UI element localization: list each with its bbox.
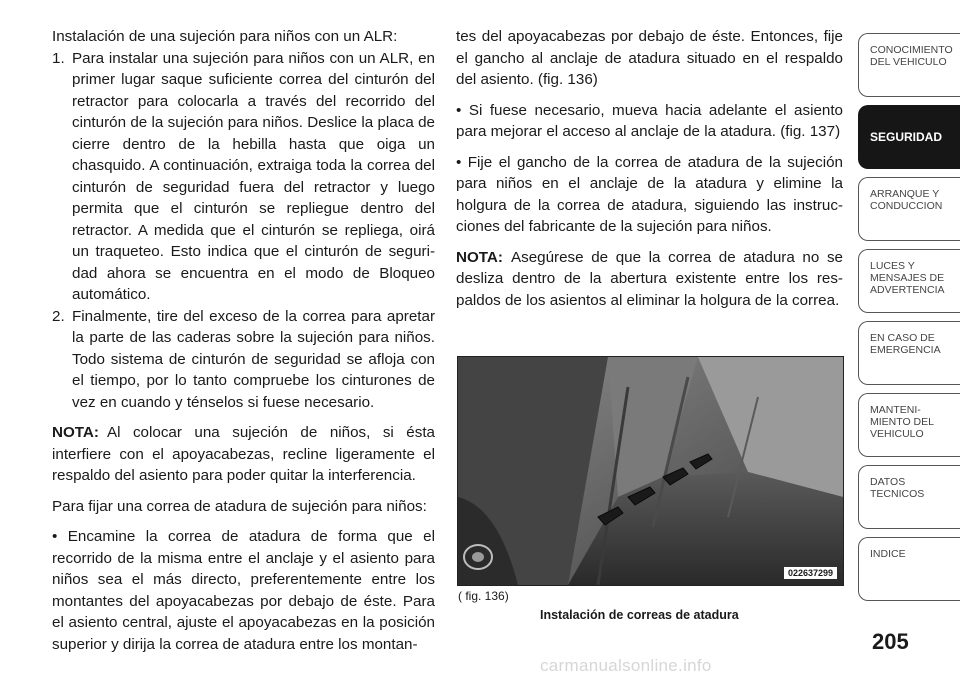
note-label: NOTA:: [456, 248, 503, 266]
right-text-column: [456, 26, 843, 320]
seat-back-illustration: [458, 357, 843, 585]
note-text: Asegúrese de que la correa de atadura no se desliza dentro de la abertura existente entre los res-paldos de los asientos al eliminar la holgura de la correa.: [456, 248, 843, 309]
tether-intro: Para fijar una correa de atadura de sujeción para niños:: [52, 497, 427, 515]
bullet-paragraph: • Fije el gancho de la correa de atadura de la sujeción para niños en el anclaje de la atadura y elimine la holgura de la correa de atadura, siguiendo las instruc-ciones del fabricante de la sujeción para niños.: [456, 153, 843, 235]
note-paragraph: [52, 422, 435, 487]
step-item: [52, 306, 435, 414]
note-label: NOTA:: [52, 424, 99, 441]
left-text-column: [52, 26, 435, 664]
tab-seguridad[interactable]: SEGURIDAD: [858, 105, 960, 169]
tab-en-caso-de-emergencia[interactable]: EN CASO DE EMERGENCIA: [858, 321, 960, 385]
page-number: 205: [872, 629, 909, 654]
note-paragraph: [456, 247, 843, 312]
alr-steps: [52, 48, 435, 414]
figure-code: 022637299: [784, 567, 837, 579]
step-number: 2.: [52, 307, 65, 325]
tab-conocimiento-del-vehiculo[interactable]: CONOCIMIENTO DEL VEHICULO: [858, 33, 960, 97]
tab-mantenimiento[interactable]: MANTENI- MIENTO DEL VEHICULO: [858, 393, 960, 457]
step-text: Finalmente, tire del exceso de la correa para apretar la parte de las caderas sobre la sujeción para niños. Todo sistema de cinturón de seguridad se afloja con el tiempo, por lo tanto compruebe los cinturones de vez en cuando y ténselos si fuese necesario.: [72, 307, 435, 411]
tab-datos-tecnicos[interactable]: DATOS TECNICOS: [858, 465, 960, 529]
tab-indice[interactable]: INDICE: [858, 537, 960, 601]
tab-luces-y-mensajes[interactable]: LUCES Y MENSAJES DE ADVERTENCIA: [858, 249, 960, 313]
step-item: [52, 48, 435, 306]
watermark: carmanualsonline.info: [540, 656, 712, 675]
section-tabs: [858, 33, 960, 609]
seat-tether-photo: [457, 356, 844, 586]
tether-bullet: • Encamine la correa de atadura de forma que el recorrido de la misma entre el anclaje y el asiento para niños sea el más directo, preferentemente entre los montantes del apoyacabezas por debajo de éste. Para el asiento central, ajuste el apoyacabezas en la posición superior y dirija la correa de atadura entre los montan-: [52, 528, 435, 653]
figure-reference: ( fig. 136): [458, 589, 509, 603]
bullet-paragraph: • Si fuese necesario, mueva hacia adelante el asiento para mejorar el acceso al anclaje de la atadura. (fig. 137): [456, 101, 843, 140]
step-number: 1.: [52, 49, 65, 67]
step-text: Para instalar una sujeción para niños con un ALR, en primer lugar saque suficiente correa del cinturón del retractor para colocarla a través del recorrido del cinturón de la sujeción para niños. Deslice la placa de cierre dentro de la hebilla hasta que oiga un chasquido. A continuación, extraiga toda la correa del cinturón de seguridad fuera del retractor y luego permita que el cinturón se repliegue dentro del retractor. A medida que el cinturón se repliega, oirá un traqueteo. Esto indica que el cinturón de seguri-dad ahora se encuentra en el modo de Bloqueo automático.: [72, 49, 435, 303]
tab-arranque-y-conduccion[interactable]: ARRANQUE Y CONDUCCION: [858, 177, 960, 241]
figure-caption: Instalación de correas de atadura: [540, 608, 739, 622]
alr-intro: Instalación de una sujeción para niños con un ALR:: [52, 28, 398, 45]
note-text: Al colocar una sujeción de niños, si ésta interfiere con el apoyacabezas, recline ligeramente el respaldo del asiento para poder quitar la interferencia.: [52, 424, 435, 484]
continuation-paragraph: tes del apoyacabezas por debajo de éste. Entonces, fije el gancho al anclaje de atadura situado en el respaldo del asiento. (fig. 136): [456, 28, 843, 88]
